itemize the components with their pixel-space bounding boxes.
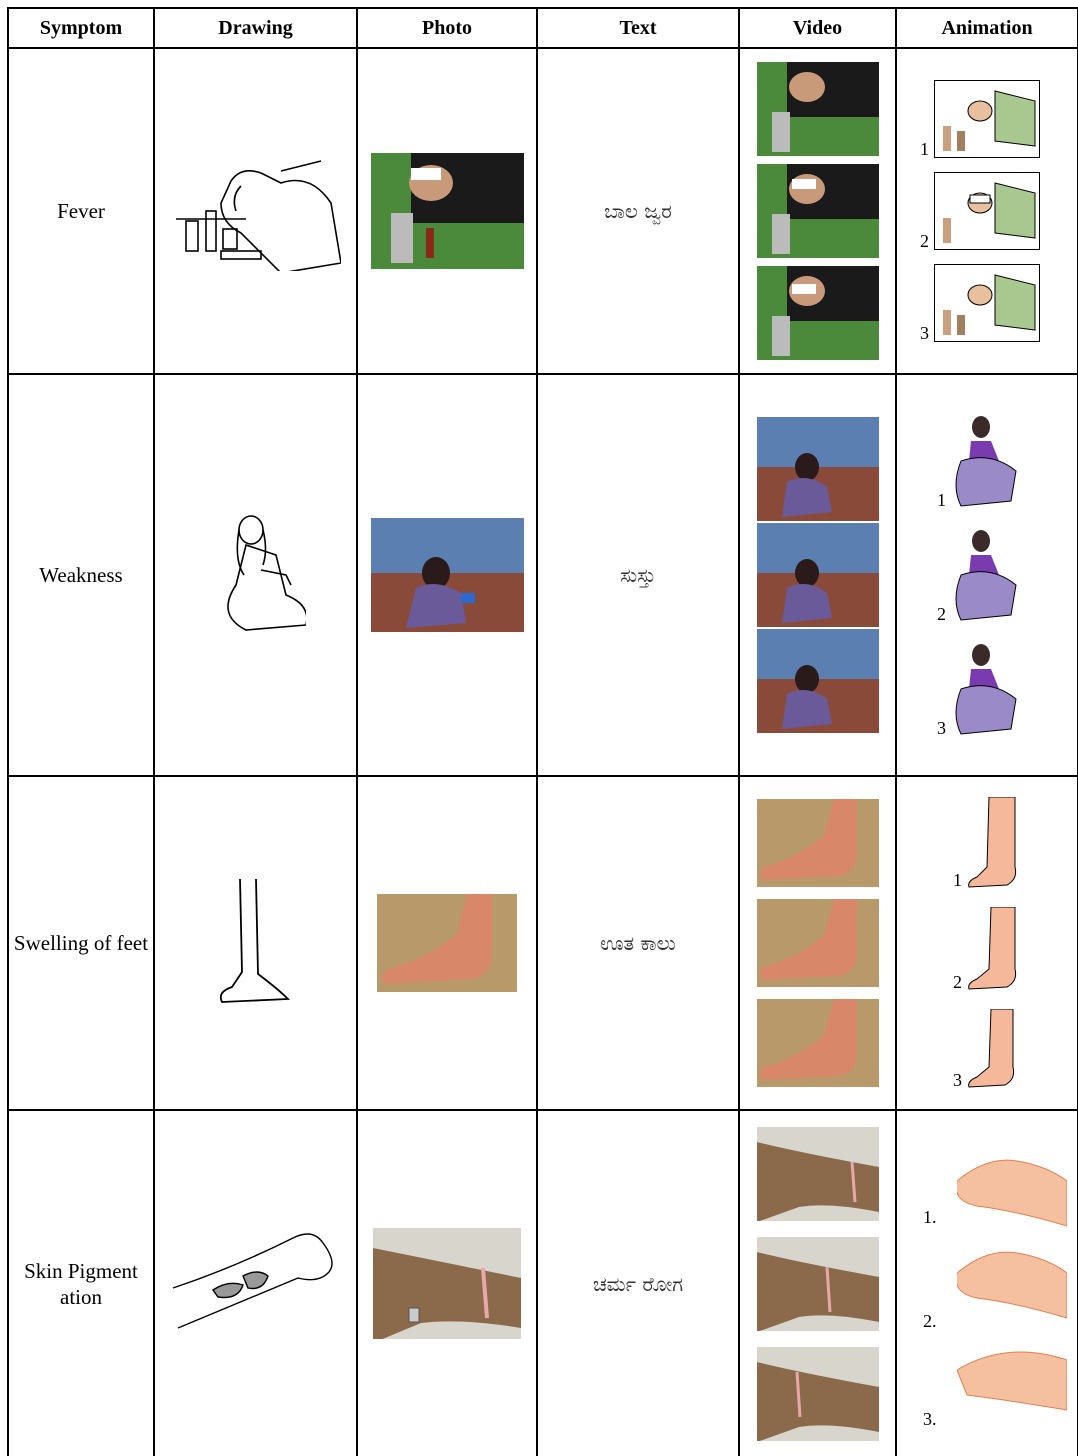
animation-frame (934, 264, 1040, 342)
video-frame (757, 1237, 879, 1331)
animation-frame (951, 641, 1023, 737)
symptom-name: Skin Pigmentation (24, 1258, 138, 1309)
kannada-text: ಚರ್ಮ ರೋಗ (592, 1271, 684, 1296)
animation-frame (934, 172, 1040, 250)
symptom-name: Weakness (39, 563, 123, 587)
frame-number: 3 (937, 718, 946, 738)
hand-photo-icon (373, 1228, 521, 1339)
frame-number: 2. (923, 1310, 937, 1331)
video-frame (757, 629, 879, 733)
frame-number: 2 (937, 604, 946, 624)
foot-drawing-icon (216, 877, 296, 1009)
foot-photo-icon (377, 894, 517, 992)
video-frame (757, 523, 879, 627)
video-frame (757, 999, 879, 1087)
frame-number: 2 (953, 972, 962, 992)
fever-photo-icon (371, 153, 524, 269)
animation-frame (957, 1248, 1067, 1320)
frame-number: 1. (923, 1206, 937, 1227)
table-row (8, 48, 1078, 374)
frame-number: 1 (937, 490, 946, 510)
table-row (8, 776, 1078, 1110)
video-frames (740, 62, 895, 360)
frame-number: 3 (920, 323, 929, 343)
video-frames (740, 417, 895, 733)
fever-drawing-icon (171, 151, 341, 271)
video-frame (757, 62, 879, 156)
header-drawing: Drawing (154, 8, 357, 48)
symptom-name: Fever (57, 199, 105, 223)
frame-number: 1 (953, 870, 962, 890)
video-frame (757, 266, 879, 360)
hand-drawing-icon (168, 1228, 343, 1340)
table-row (8, 1110, 1078, 1456)
weakness-drawing-icon (206, 510, 306, 640)
animation-frame (934, 80, 1040, 158)
animation-frame (951, 413, 1023, 509)
animation-frame (967, 1009, 1021, 1089)
kannada-text: ಬಾಲ ಜ್ವರ (604, 199, 672, 223)
video-frame (757, 899, 879, 987)
animation-frame (951, 527, 1023, 623)
header-text: Text (537, 8, 739, 48)
video-frame (757, 1347, 879, 1441)
video-frames (740, 799, 895, 1087)
animation-frames (897, 413, 1077, 737)
table-row (8, 374, 1078, 776)
header-video: Video (739, 8, 896, 48)
kannada-text: ಊತ ಕಾಲು (600, 931, 676, 955)
video-frames (740, 1127, 895, 1441)
frame-number: 1 (920, 139, 929, 159)
header-row (8, 8, 1078, 48)
video-frame (757, 164, 879, 258)
frame-number: 3. (923, 1408, 937, 1429)
symptom-name: Swelling of feet (13, 931, 149, 955)
animation-frames (897, 1156, 1077, 1429)
video-frame (757, 1127, 879, 1221)
video-frame (757, 417, 879, 521)
animation-frame (967, 907, 1021, 991)
animation-frames (897, 80, 1077, 342)
weakness-photo-icon (371, 518, 524, 632)
header-symptom: Symptom (8, 8, 154, 48)
animation-frame (967, 797, 1021, 889)
animation-frame (957, 1156, 1067, 1228)
animation-frames (897, 797, 1077, 1089)
animation-frame (957, 1340, 1067, 1412)
kannada-text: ಸುಸ್ತು (620, 563, 656, 587)
symptom-table (7, 7, 1078, 1456)
header-photo: Photo (357, 8, 537, 48)
video-frame (757, 799, 879, 887)
frame-number: 3 (953, 1070, 962, 1090)
frame-number: 2 (920, 231, 929, 251)
header-animation: Animation (896, 8, 1078, 48)
